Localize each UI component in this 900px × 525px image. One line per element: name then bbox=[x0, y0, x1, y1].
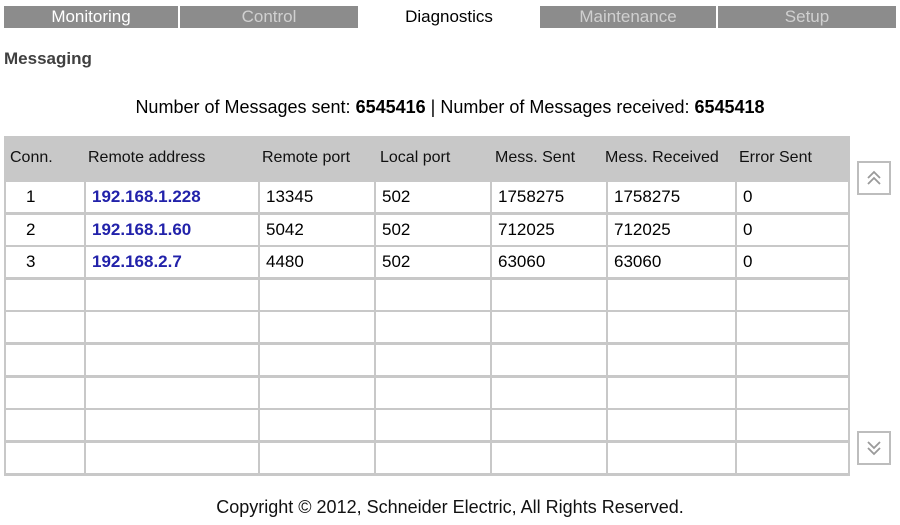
cell-conn bbox=[6, 345, 84, 375]
cell-remote-address bbox=[86, 345, 258, 375]
cell-conn: 1 bbox=[6, 182, 84, 212]
cell-local-port bbox=[376, 280, 490, 310]
cell-conn: 3 bbox=[6, 247, 84, 277]
cell-mess-received: 1758275 bbox=[608, 182, 735, 212]
cell-remote-port bbox=[260, 410, 374, 440]
cell-mess-sent bbox=[492, 345, 606, 375]
cell-local-port bbox=[376, 443, 490, 473]
cell-remote-address[interactable]: 192.168.1.228 bbox=[86, 182, 258, 212]
cell-mess-sent: 1758275 bbox=[492, 182, 606, 212]
cell-error-sent: 0 bbox=[737, 215, 848, 245]
header-local-port: Local port bbox=[380, 149, 451, 166]
cell-mess-sent: 63060 bbox=[492, 247, 606, 277]
cell-local-port bbox=[376, 312, 490, 342]
double-chevron-up-icon bbox=[864, 168, 884, 188]
cell-mess-received: 712025 bbox=[608, 215, 735, 245]
cell-remote-port bbox=[260, 443, 374, 473]
header-remote-address: Remote address bbox=[88, 149, 206, 166]
header-conn: Conn. bbox=[10, 149, 53, 166]
cell-local-port: 502 bbox=[376, 247, 490, 277]
header-mess-sent: Mess. Sent bbox=[495, 149, 576, 166]
cell-conn bbox=[6, 410, 84, 440]
cell-mess-sent bbox=[492, 410, 606, 440]
header-remote-port: Remote port bbox=[262, 149, 351, 166]
cell-mess-sent bbox=[492, 378, 606, 408]
cell-mess-received bbox=[608, 345, 735, 375]
cell-error-sent bbox=[737, 345, 848, 375]
cell-remote-port: 5042 bbox=[260, 215, 374, 245]
cell-remote-port bbox=[260, 280, 374, 310]
cell-local-port bbox=[376, 378, 490, 408]
cell-conn: 2 bbox=[6, 215, 84, 245]
connections-table bbox=[4, 136, 850, 476]
cell-mess-received bbox=[608, 378, 735, 408]
header-error-sent: Error Sent bbox=[739, 149, 812, 166]
cell-remote-port: 4480 bbox=[260, 247, 374, 277]
cell-mess-sent: 712025 bbox=[492, 215, 606, 245]
cell-remote-address[interactable]: 192.168.2.7 bbox=[86, 247, 258, 277]
tab-control[interactable]: Control bbox=[180, 6, 360, 28]
tab-monitoring[interactable]: Monitoring bbox=[4, 6, 180, 28]
cell-error-sent: 0 bbox=[737, 182, 848, 212]
sent-label: Number of Messages sent: bbox=[135, 97, 351, 117]
cell-remote-address bbox=[86, 378, 258, 408]
cell-conn bbox=[6, 280, 84, 310]
sent-value: 6545416 bbox=[355, 97, 426, 117]
tab-maintenance[interactable]: Maintenance bbox=[540, 6, 718, 28]
message-summary bbox=[0, 97, 900, 118]
cell-error-sent bbox=[737, 312, 848, 342]
cell-remote-port bbox=[260, 345, 374, 375]
received-label: Number of Messages received: bbox=[440, 97, 690, 117]
scroll-down-button[interactable] bbox=[857, 431, 891, 465]
copyright-footer: Copyright © 2012, Schneider Electric, All Rights Reserved. bbox=[216, 497, 684, 517]
cell-mess-received bbox=[608, 280, 735, 310]
summary-separator: | bbox=[430, 97, 436, 117]
cell-remote-address bbox=[86, 443, 258, 473]
cell-conn bbox=[6, 312, 84, 342]
cell-error-sent bbox=[737, 280, 848, 310]
scroll-up-button[interactable] bbox=[857, 161, 891, 195]
cell-conn bbox=[6, 378, 84, 408]
cell-error-sent bbox=[737, 378, 848, 408]
double-chevron-down-icon bbox=[864, 438, 884, 458]
header-mess-received: Mess. Received bbox=[605, 149, 719, 166]
cell-conn bbox=[6, 443, 84, 473]
cell-remote-address[interactable]: 192.168.1.60 bbox=[86, 215, 258, 245]
received-value: 6545418 bbox=[694, 97, 765, 117]
tab-diagnostics[interactable]: Diagnostics bbox=[360, 4, 540, 30]
section-title: Messaging bbox=[4, 49, 92, 68]
cell-mess-received bbox=[608, 312, 735, 342]
cell-error-sent: 0 bbox=[737, 247, 848, 277]
cell-mess-received bbox=[608, 410, 735, 440]
cell-remote-port: 13345 bbox=[260, 182, 374, 212]
cell-remote-address bbox=[86, 280, 258, 310]
cell-mess-sent bbox=[492, 443, 606, 473]
cell-mess-received bbox=[608, 443, 735, 473]
cell-error-sent bbox=[737, 443, 848, 473]
cell-local-port bbox=[376, 410, 490, 440]
cell-mess-sent bbox=[492, 312, 606, 342]
cell-error-sent bbox=[737, 410, 848, 440]
cell-local-port: 502 bbox=[376, 182, 490, 212]
tab-bar bbox=[0, 0, 900, 30]
cell-remote-port bbox=[260, 378, 374, 408]
cell-remote-address bbox=[86, 410, 258, 440]
tab-setup[interactable]: Setup bbox=[718, 6, 896, 28]
cell-local-port: 502 bbox=[376, 215, 490, 245]
cell-mess-received: 63060 bbox=[608, 247, 735, 277]
cell-remote-address bbox=[86, 312, 258, 342]
cell-local-port bbox=[376, 345, 490, 375]
cell-mess-sent bbox=[492, 280, 606, 310]
cell-remote-port bbox=[260, 312, 374, 342]
